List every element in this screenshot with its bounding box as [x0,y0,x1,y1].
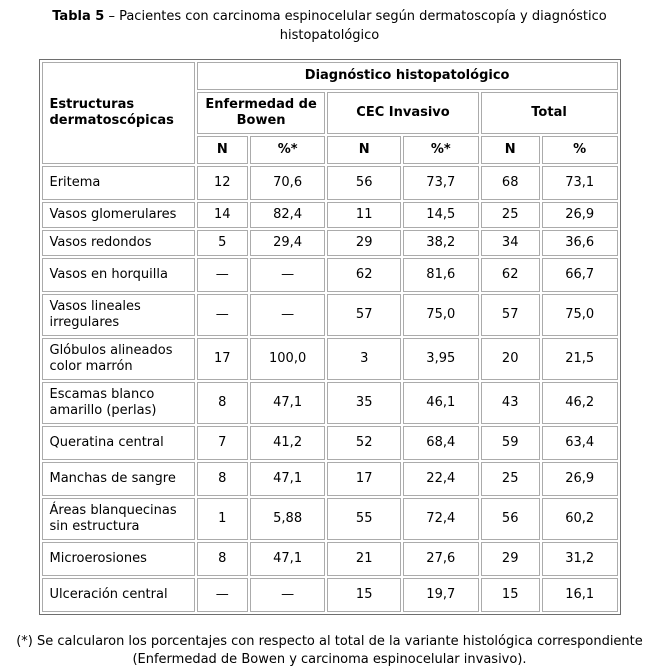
row-label: Ulceración central [42,578,195,612]
table-cell: 15 [481,578,540,612]
table-cell: 70,6 [250,166,326,200]
table-row [42,542,618,576]
table-cell: 22,4 [403,462,479,496]
table-cell: 100,0 [250,338,326,380]
table-cell: 14 [197,202,248,228]
table-cell: — [197,294,248,336]
column-header-total-n: N [481,136,540,164]
table-cell: 5,88 [250,498,326,540]
table-cell: 75,0 [542,294,618,336]
row-label: Vasos glomerulares [42,202,195,228]
table-row [42,230,618,256]
table-cell: 16,1 [542,578,618,612]
table-cell: 8 [197,542,248,576]
table-row [42,338,618,380]
table-cell: 29 [327,230,401,256]
table-cell: 19,7 [403,578,479,612]
table-row [42,166,618,200]
table-cell: 35 [327,382,401,424]
table-cell: 31,2 [542,542,618,576]
table-cell: 47,1 [250,382,326,424]
column-header-bowen-pct: %* [250,136,326,164]
table-cell: 72,4 [403,498,479,540]
table-title-text: – Pacientes con carcinoma espinocelular según dermatoscopía y diagnóstico histopatológico [108,9,607,43]
table-cell: 47,1 [250,462,326,496]
table-cell: 25 [481,202,540,228]
table-cell: 3 [327,338,401,380]
table-cell: 55 [327,498,401,540]
column-header-total-pct: % [542,136,618,164]
table-cell: 68,4 [403,426,479,460]
table-cell: 8 [197,462,248,496]
column-header-cec-n: N [327,136,401,164]
table-row [42,462,618,496]
table-cell: 8 [197,382,248,424]
table-cell: 46,1 [403,382,479,424]
table-cell: 82,4 [250,202,326,228]
column-header-estructuras: Estructuras dermatoscópicas [42,62,195,164]
table-cell: 75,0 [403,294,479,336]
table-cell: 41,2 [250,426,326,460]
table-cell: 62 [481,258,540,292]
table-row [42,382,618,424]
table-cell: 59 [481,426,540,460]
table-cell: — [250,578,326,612]
table-row [42,498,618,540]
table-cell: 36,6 [542,230,618,256]
table-cell: 17 [327,462,401,496]
table-title [34,8,625,46]
table-cell: 25 [481,462,540,496]
row-label: Vasos en horquilla [42,258,195,292]
column-header-diagnostico: Diagnóstico histopatológico [197,62,618,90]
table-cell: 66,7 [542,258,618,292]
table-row [42,258,618,292]
table-cell: — [250,258,326,292]
table-cell: 56 [481,498,540,540]
table-cell: 26,9 [542,202,618,228]
column-group-cec-invasivo: CEC Invasivo [327,92,478,134]
footnote [0,633,659,666]
table-cell: 57 [327,294,401,336]
table-row [42,578,618,612]
table-cell: 57 [481,294,540,336]
table-cell: 62 [327,258,401,292]
table-cell: 29,4 [250,230,326,256]
column-group-bowen: Enfermedad de Bowen [197,92,326,134]
row-label: Eritema [42,166,195,200]
column-header-bowen-n: N [197,136,248,164]
table-cell: 60,2 [542,498,618,540]
table-cell: — [197,578,248,612]
table-cell: 34 [481,230,540,256]
table-row [42,294,618,336]
table-cell: 17 [197,338,248,380]
table-cell: 3,95 [403,338,479,380]
table-cell: — [250,294,326,336]
table-cell: 5 [197,230,248,256]
row-label: Microerosiones [42,542,195,576]
table-row [42,426,618,460]
data-table [39,59,621,615]
table-cell: 15 [327,578,401,612]
table-cell: 27,6 [403,542,479,576]
table-cell: 11 [327,202,401,228]
table-cell: 46,2 [542,382,618,424]
table-cell: 47,1 [250,542,326,576]
table-cell: 21 [327,542,401,576]
table-cell: 63,4 [542,426,618,460]
table-cell: 73,7 [403,166,479,200]
table-cell: 38,2 [403,230,479,256]
table-cell: 20 [481,338,540,380]
footnote-line2: (Enfermedad de Bowen y carcinoma espinocelular invasivo). [132,651,527,666]
table-body [42,166,618,612]
row-label: Vasos redondos [42,230,195,256]
table-cell: 68 [481,166,540,200]
table-cell: 43 [481,382,540,424]
table-title-label: Tabla 5 [52,9,105,24]
table-cell: 7 [197,426,248,460]
row-label: Áreas blanquecinas sin estructura [42,498,195,540]
row-label: Glóbulos alineados color marrón [42,338,195,380]
row-label: Queratina central [42,426,195,460]
table-cell: 29 [481,542,540,576]
column-group-total: Total [481,92,618,134]
table-cell: 81,6 [403,258,479,292]
table-cell: 52 [327,426,401,460]
table-cell: 21,5 [542,338,618,380]
table-cell: — [197,258,248,292]
row-label: Escamas blanco amarillo (perlas) [42,382,195,424]
table-cell: 14,5 [403,202,479,228]
table-cell: 56 [327,166,401,200]
table-cell: 26,9 [542,462,618,496]
column-header-cec-pct: %* [403,136,479,164]
table-cell: 73,1 [542,166,618,200]
table-row [42,202,618,228]
table-cell: 12 [197,166,248,200]
row-label: Manchas de sangre [42,462,195,496]
footnote-line1: (*) Se calcularon los porcentajes con respecto al total de la variante histológica correspondiente [16,633,643,649]
header-row-diagnostico [42,62,618,90]
row-label: Vasos lineales irregulares [42,294,195,336]
table-cell: 1 [197,498,248,540]
